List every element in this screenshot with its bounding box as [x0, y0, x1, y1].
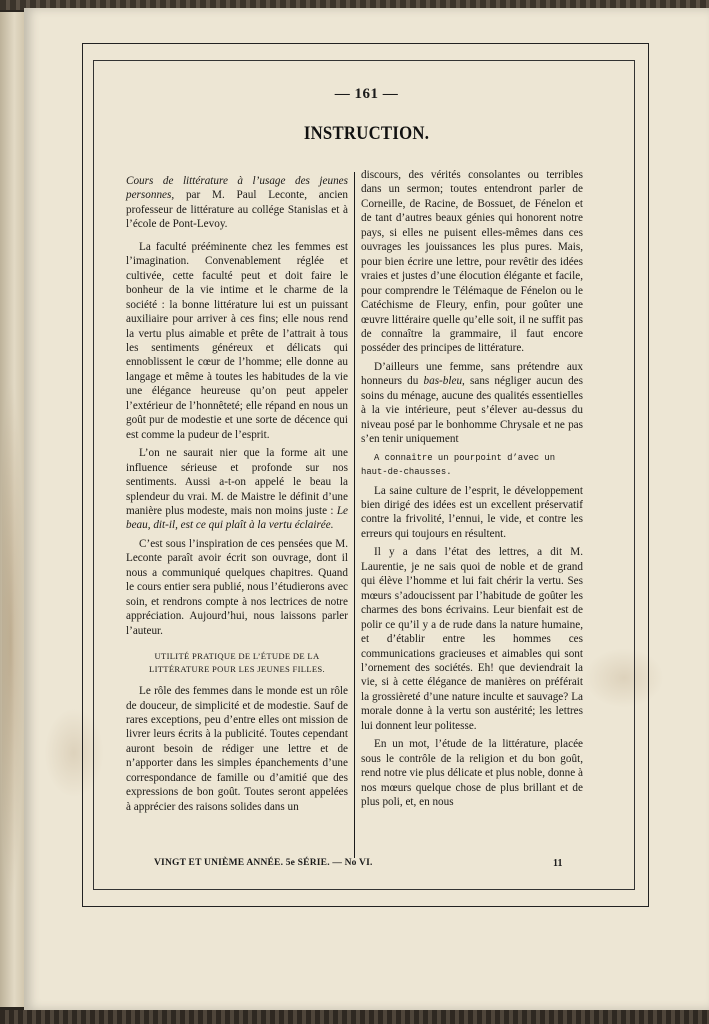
section-heading: UTILITÉ PRATIQUE DE L’ÉTUDE DE LA LITTÉRATURE POUR LES JEUNES FILLES. [149, 651, 325, 675]
book-edge-bottom [0, 1010, 709, 1024]
paragraph [361, 360, 583, 447]
paragraph-text: , sans négliger aucun des soins du ménage, aucune des qualités essentielles à la vie intérieure, peut s’élever au-dessus du niveau posé par le bonhomme Chrysale et ne pas s’en tenir uniquement [361, 375, 584, 446]
paragraph-text: D’ailleurs une femme, sans prétendre aux honneurs du [361, 360, 583, 388]
stain [2, 380, 24, 900]
right-column [361, 168, 583, 813]
verse-quotation: A connaître un pourpoint d’avec un haut-de-chausses. [361, 452, 556, 478]
footer-issue: VINGT ET UNIÈME ANNÉE. 5e SÉRIE. — No VI. [154, 858, 373, 868]
paragraph: La saine culture de l’esprit, le développement bien dirigé des idées est un excellent préservatif contre la frivolité, l’ennui, le vide, et contre les erreurs qui toujours en résultent. [361, 484, 583, 540]
book-reference [126, 174, 348, 232]
paragraph: Le rôle des femmes dans le monde est un rôle de douceur, de simplicité et de modestie. Sauf de rares exceptions, peu d’entre elles ont mission de livrer leurs écrits à la publicité. Toutes cependant auront besoin de rédiger une lettre et de n’apporter dans les simples épanchements d’une correspondance de famille ou d’amitié que des expressions de bon goût. Toutes seront appelées à apprécier des raisons solides dans un [126, 685, 348, 813]
paragraph: En un mot, l’étude de la littérature, placée sous le contrôle de la religion et du bon goût, rend notre vie plus délicate et plus noble, donne à nos mœurs quelque chose de plus brillant et de plus poli, et, en nous [361, 738, 583, 809]
book-page [24, 8, 709, 1010]
emphasis: bas-bleu [423, 375, 463, 388]
left-column [126, 174, 348, 818]
quotation: Le beau, dit-il, est ce qui plaît à la vertu éclairée. [126, 504, 348, 532]
paragraph: C’est sous l’inspiration de ces pensées que M. Leconte paraît avoir écrit son ouvrage, dont il nous a communiqué quelques chapitres. Quand le cours entier sera publié, nous l’étudierons avec soin, et rendrons compte à nos lectrices de notre appréciation. Aujourd’hui, nous laissons parler l’auteur. [126, 537, 348, 637]
paragraph: La faculté prééminente chez les femmes est l’imagination. Convenablement réglée et cultivée, cette faculté peut et doit faire le bonheur de la vie intime et le charme de la société : la bonne littérature lui est un puissant auxiliaire pour arriver à ces fins; elle nous rend la vertu plus aimable et prête de l’attrait à tous les sentiments généreux et délicats qui ennoblissent le cœur de l’homme; elle donne au langage et même à toutes les habitudes de la vie une élégance heureuse qu’on peut appeler l’extérieur de l’honnêteté; elle répand en nous un goût pur de modestie et une sorte de décence qui est comme la pudeur de l’esprit. [126, 240, 348, 441]
page-title: INSTRUCTION. [303, 123, 430, 144]
paragraph: Il y a dans l’état des lettres, a dit M. Laurentie, je ne sais quoi de noble et de grand qui élève l’homme et lui fait chérir la vertu. Ses mœurs s’adoucissent par l’habitude de goûter les charmes des bons écrivains. Leur bienfait est de polir ce qu’il y a de rude dans la nature humaine, et d’établir entre les hommes ces communications gracieuses et aimables qui sont l’ornement des sociétés. Eh! que deviendrait la vie, si à cette élégance de manières on préférait la grossièreté d’une nature inculte et sauvage? La morale donne à la vertu son austérité; les lettres lui donnent leur politesse. [361, 546, 583, 732]
book-title: Cours de littérature à l’usage des jeunes personnes, [126, 175, 348, 202]
footer-signature: 11 [553, 858, 563, 869]
book-author: par M. Paul Leconte, ancien professeur de littérature au collége Stanislas et à l’école de Pont-Levoy. [126, 189, 348, 231]
column-divider [354, 172, 355, 858]
paragraph: discours, des vérités consolantes ou terribles dans un sermon; toutes entendront parler de Corneille, de Racine, de Bossuet, de Fénelon et de tant d’autres beaux génies qui honorent notre pays, si elles ne puisent elles-mêmes dans ces ouvrages les jouissances les plus pures. Mais, pour bien écrire une lettre, pour revêtir des idées vraies et justes d’une élocution élégante et facile, pour comprendre le Télémaque de Fénelon ou le Catéchisme de Fleury, enfin, pour goûter une œuvre littéraire quelle qu’elle soit, il ne suffit pas de connaître la grammaire, il faut encore posséder des principes de littérature. [361, 169, 583, 355]
paragraph [126, 446, 348, 533]
paragraph-text: L’on ne saurait nier que la forme ait une influence sérieuse et profonde sur nos sentiments. Aussi a-t-on appelé le beau la splendeur du vrai. M. de Maistre le définit d’une manière plus modeste, mais non moins juste : [126, 447, 348, 517]
page-number: — 161 — [334, 86, 399, 102]
